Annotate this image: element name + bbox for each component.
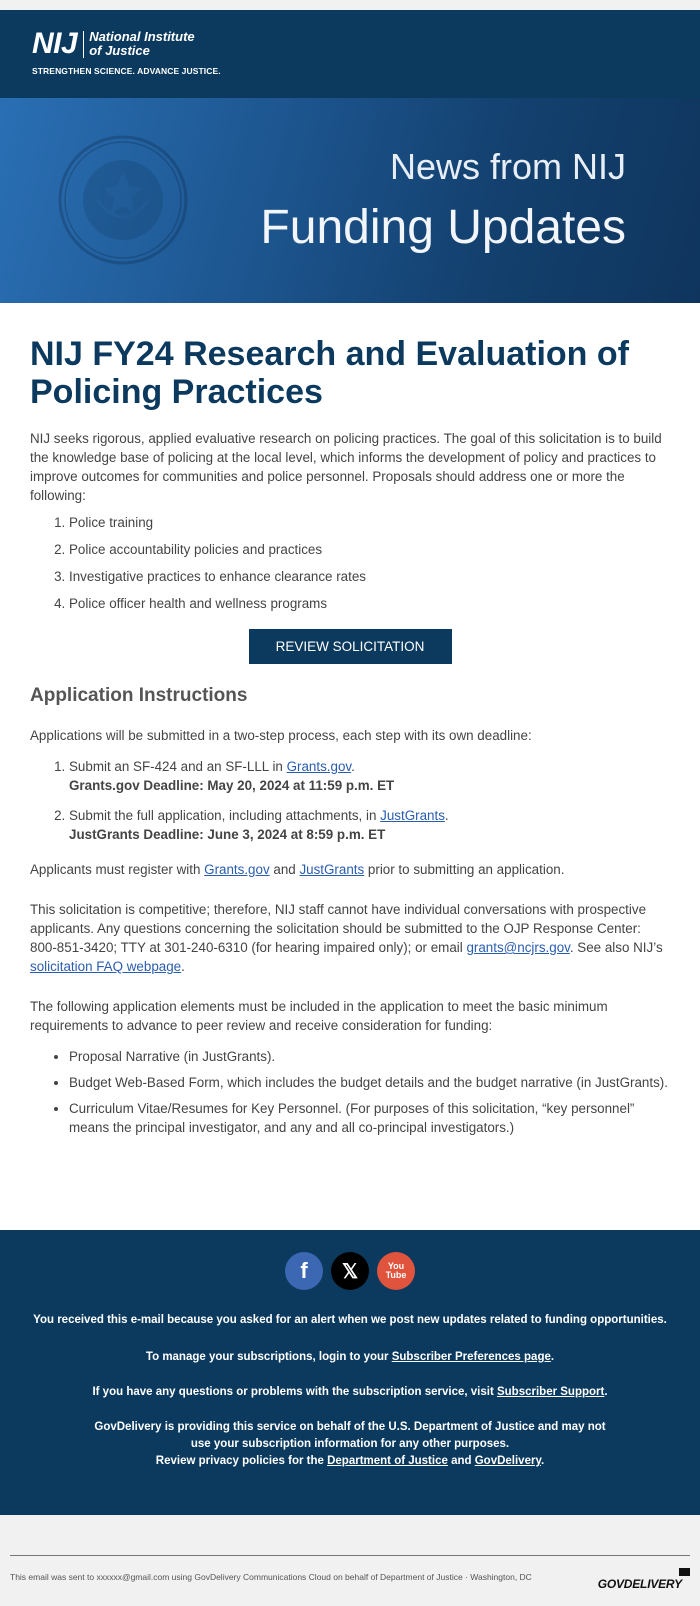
step-text: Submit the full application, including attachments, in [69, 808, 381, 823]
article-intro: NIJ seeks rigorous, applied evaluative research on policing practices. The goal of this solicitation is to build the knowledge base of policing at the local level, which informs the development of policy and practices to improve outcomes for communities and police personnel. Proposals should address one or more the following: [30, 431, 662, 503]
email-footer [0, 1230, 700, 1515]
faq-end: . [181, 959, 185, 974]
step-text: Submit an SF-424 and an SF-LLL in [69, 759, 287, 774]
bottom-bar [0, 1515, 700, 1606]
register-text [30, 860, 670, 879]
doj-privacy-link[interactable]: Department of Justice [327, 1455, 448, 1467]
competitive-body: This solicitation is competitive; therefore, NIJ staff cannot have individual conversations with prospective applicants. Any questions concerning the solicitation should be submitted to the OJP Response Center: 800-851-3420; TTY at 301-240-6310 (for hearing impaired only); or email [30, 902, 647, 955]
practice-item: 1. Police training [69, 513, 670, 532]
competitive-text [30, 900, 670, 976]
steps-list [69, 757, 670, 844]
banner [0, 98, 700, 303]
faq-link[interactable]: solicitation FAQ webpage [30, 959, 182, 974]
practice-item: 3. Investigative practices to enhance clearance rates [69, 567, 670, 586]
logo-name-line1: National Institute [89, 29, 195, 44]
see-also: . See also NIJ’s [569, 940, 663, 955]
requirement-item: • Curriculum Vitae/Resumes for Key Personnel. (For purposes of this solicitation, “key personnel” means the principal investigator, and any and all co-principal investigators.) [69, 1099, 670, 1137]
logo-name-line2: of Justice [89, 43, 150, 58]
footer-privacy-text [0, 1453, 700, 1470]
subscriber-preferences-link[interactable]: Subscriber Preferences page [391, 1351, 551, 1363]
nij-logo[interactable] [32, 29, 221, 76]
manage-prefix: To manage your subscriptions, login to your [145, 1351, 392, 1363]
youtube-bottom: Tube [385, 1270, 407, 1280]
social-links [0, 1252, 700, 1290]
bottom-divider [10, 1555, 690, 1556]
step-end: . [444, 808, 449, 823]
x-icon[interactable]: 𝕏 [331, 1252, 369, 1290]
justgrants-deadline: JustGrants Deadline: June 3, 2024 at 8:59 p.m. ET [69, 827, 386, 842]
practice-item: 4. Police officer health and wellness programs [69, 594, 670, 613]
doj-seal-icon [57, 134, 189, 266]
justgrants-link[interactable]: JustGrants [380, 808, 445, 823]
instructions-heading: Application Instructions [30, 685, 248, 706]
footer-questions-text [0, 1384, 700, 1401]
privacy-and: and [447, 1455, 475, 1467]
youtube-icon[interactable] [377, 1252, 415, 1290]
subscriber-support-link[interactable]: Subscriber Support [496, 1386, 605, 1398]
email-header [0, 10, 700, 98]
logo-divider [83, 31, 84, 58]
requirement-item: • Proposal Narrative (in JustGrants). [69, 1047, 670, 1066]
grants-gov-link[interactable]: Grants.gov [286, 759, 352, 774]
youtube-top: You [387, 1261, 405, 1271]
top-margin [0, 0, 700, 10]
logo-name [89, 30, 194, 58]
questions-prefix: If you have any questions or problems with the subscription service, visit [92, 1386, 497, 1398]
questions-end: . [604, 1386, 608, 1398]
step-end: . [351, 759, 355, 774]
step-item [69, 806, 670, 844]
article-title: NIJ FY24 Research and Evaluation of Policing Practices [30, 335, 629, 411]
article-content [0, 303, 700, 1137]
banner-subtitle: News from NIJ [389, 146, 626, 187]
privacy-prefix: Review privacy policies for the [155, 1455, 328, 1467]
facebook-icon[interactable]: f [285, 1252, 323, 1290]
register-grants-gov-link[interactable]: Grants.gov [204, 862, 270, 877]
register-prefix: Applicants must register with [30, 862, 205, 877]
privacy-end: . [540, 1455, 545, 1467]
footer-manage-text [0, 1349, 700, 1366]
register-and: and [269, 862, 300, 877]
manage-end: . [550, 1351, 555, 1363]
step-item [69, 757, 670, 795]
banner-title: Funding Updates [260, 201, 626, 254]
practices-list [69, 513, 670, 613]
review-solicitation-button[interactable]: REVIEW SOLICITATION [249, 629, 452, 664]
sent-to-text: This email was sent to xxxxxx@gmail.com using GovDelivery Communications Cloud on behalf of Department of Justice · Washington, DC [10, 1572, 532, 1582]
register-suffix: prior to submitting an application. [364, 862, 565, 877]
footer-alert-text: You received this e-mail because you asked for an alert when we post new updates related to funding opportunities. [33, 1314, 667, 1326]
govdelivery-logo[interactable]: GOVDELIVERY [597, 1577, 682, 1591]
requirements-list [69, 1047, 670, 1137]
elements-intro: The following application elements must be included in the application to meet the basic minimum requirements to advance to peer review and receive consideration for funding: [30, 999, 608, 1033]
instructions-intro: Applications will be submitted in a two-step process, each step with its own deadline: [30, 728, 532, 743]
logo-abbr: NIJ [32, 27, 78, 60]
register-justgrants-link[interactable]: JustGrants [299, 862, 365, 877]
envelope-icon [679, 1568, 690, 1576]
grants-gov-deadline: Grants.gov Deadline: May 20, 2024 at 11:59 p.m. ET [69, 778, 395, 793]
practice-item: 2. Police accountability policies and practices [69, 540, 670, 559]
requirement-item: • Budget Web-Based Form, which includes the budget details and the budget narrative (in JustGrants). [69, 1073, 670, 1092]
govdelivery-privacy-link[interactable]: GovDelivery [474, 1455, 541, 1467]
email-link[interactable]: grants@ncjrs.gov [466, 940, 570, 955]
footer-govdelivery-text: GovDelivery is providing this service on behalf of the U.S. Department of Justice and may not use your subscription information for any other purposes. [94, 1421, 606, 1450]
logo-tagline: STRENGTHEN SCIENCE. ADVANCE JUSTICE. [32, 66, 221, 76]
